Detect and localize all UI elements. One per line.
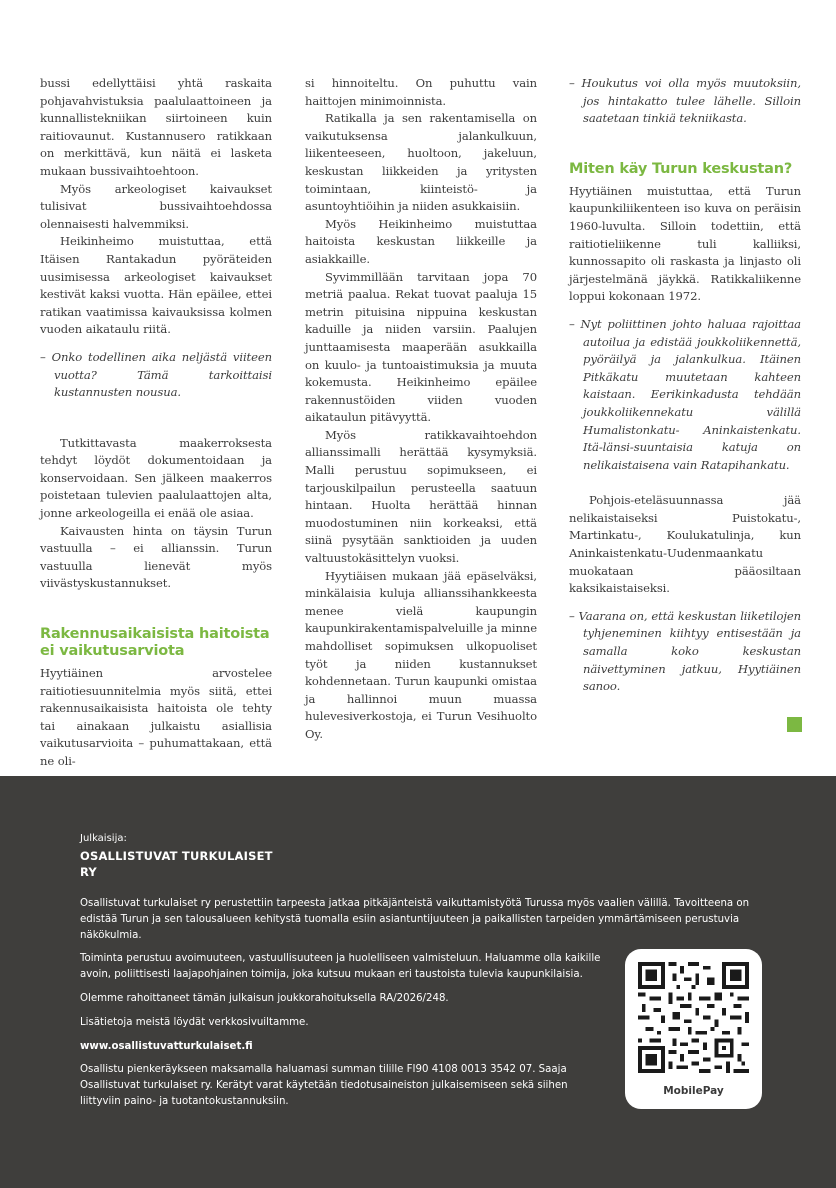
quote: – Vaarana on, että keskustan liiketilojen tyhjeneminen kiihtyy entisestään ja samalla koko keskustan näivettyminen jatkuu, Hyytiäinen sanoo. [569, 608, 801, 694]
paragraph: Myös ratikkavaihtoehdon allianssimalli herättää kysymyksiä. Malli perustuu sopimukseen, ei tarjouskilpailun perusteella saatuun hintaan. Huolta herättää hinnan muodostuminen niin korkeaksi, että siinä pysytään sanktioiden ja uuden valtuustokäsittelyn vuoksi. [305, 427, 537, 566]
paragraph: Hyytiäinen muistuttaa, että Turun kaupunkiliikenteen iso kuva on peräisin 1960-luvulta. Silloin todettiin, että raitiotieliikenne tuli kalliiksi, kunnossapito oli raskasta ja linjasto oli järjestelmänä jäykkä. Ratikkaliikenne loppui kokonaan 1972. [569, 183, 801, 304]
paragraph: Kaivausten hinta on täysin Turun vastuulla – ei allianssin. Turun vastuulla lienevät myös viivästyskustannukset. [40, 523, 272, 591]
paragraph: Hyytiäisen mukaan jää epäselväksi, minkälaisia kuluja allianssihankkeesta menee vielä kaupungin kaupunkirakentamispalveluille ja minne mahdolliset sopimuksen ulkopuoliset työt ja niiden kustannukset kohdennetaan. Turun kaupunki omistaa ja hallinnoi muun muassa hulevesiverkostoja, ei Turun Vesihuolto Oy. [305, 568, 537, 741]
quote: – Houkutus voi olla myös muutoksiin, jos hintakatto tulee lähelle. Silloin saatetaan tinkiä tekniikasta. [569, 76, 801, 126]
paragraph: Pohjois-eteläsuunnassa jää nelikaistaiseksi Puistokatu-, Martinkatu-, Koulukatulinja, kun Aninkaistenkatu-Uudenmaankatu muokataan pääosiltaan kaksikaistaiseksi. [569, 493, 801, 596]
footer-paragraph: Osallistuvat turkulaiset ry perustettiin tarpeesta jatkaa pitkäjänteistä vaikuttamistyötä Turussa myös vaalien välillä. Tavoitteena on edistää Turun ja sen talousalueen kehitystä tuomalla esiin asiantuntijuuteen ja paikallisten tarpeiden ymmärtämiseen perustuvia näkökulmia. [80, 898, 750, 941]
footer-paragraph: Lisätietoja meistä löydät verkkosivuiltamme. [80, 1016, 309, 1028]
spacer [40, 593, 272, 626]
section-heading: Miten käy Turun keskustan? [569, 160, 793, 177]
quote: – Onko todellinen aika neljästä viiteen vuotta? Tämä tarkoittaisi kustannusten nousua. [40, 349, 272, 400]
publisher-name: OSALLISTUVAT TURKULAISET RY [80, 849, 273, 879]
footer-paragraph: Osallistu pienkeräykseen maksamalla haluamasi summan tilille FI90 4108 0013 3542 07. Saaja Osallistuvat turkulaiset ry. Kerätyt varat käytetään tiedotusaineiston julkaisemiseen sekä siihen liittyviin paino- ja tuotantokustannuksiin. [80, 1064, 568, 1107]
mobilepay-qr-card[interactable] [625, 949, 762, 1109]
qr-code-icon [638, 962, 749, 1073]
quote: – Nyt poliittinen johto haluaa rajoittaa autoilua ja edistää joukkoliikennettä, pyöräilyä ja jalankulkua. Itäinen Pitkäkatu muutetaan kahteen kaistaan. Eerikinkadusta tehdään joukkoliikennekatu välillä Humalistonkatu- Aninkaistenkatu. Itä-länsi-suuntaisia katuja on nelikaistaisena vain Ratapihankatu. [569, 316, 801, 472]
paragraph: bussi edellyttäisi yhtä raskaita pohjavahvistuksia paalulaattoineen ja kunnallistekniikan siirtoineen kuin raitiovaunut. Kustannusero ratikkaan on merkittävä, kun näitä ei lasketa mukaan bussivaihtoehtoon. [40, 76, 272, 178]
footer-paragraph: Olemme rahoittaneet tämän julkaisun joukkorahoituksella RA/2026/248. [80, 992, 449, 1004]
website-link[interactable]: www.osallistuvatturkulaiset.fi [80, 1040, 253, 1052]
publisher-footer [0, 776, 836, 1188]
spacer [40, 402, 272, 435]
spacer [569, 128, 801, 161]
article-column-3 [569, 75, 801, 696]
paragraph: si hinnoiteltu. On puhuttu vain haittojen minimoinnista. [305, 76, 537, 108]
section-heading: Rakennusaikaisista haitoista ei vaikutusarviota [40, 626, 270, 660]
footer-paragraph: Toiminta perustuu avoimuuteen, vastuullisuuteen ja huolelliseen valmisteluun. Haluamme olla kaikille avoin, poliittisesti laajapohjainen toimija, joka kutsuu mukaan eri taustoista tulevia kaupunkilaisia. [80, 953, 601, 981]
mobilepay-label: MobilePay [663, 1085, 724, 1097]
paragraph: Myös arkeologiset kaivaukset tulisivat bussivaihtoehdossa olennaisesti halvemmiksi. [40, 181, 272, 231]
end-mark-square [787, 717, 802, 732]
paragraph: Heikinheimo muistuttaa, että Itäisen Rantakadun pyöräteiden uusimisessa arkeologiset kaivaukset kestivät kaksi vuotta. Hän epäilee, ettei ratikan vaatimissa kaivauksissa kolmen vuoden aikataulu riitä. [40, 234, 272, 337]
paragraph: Hyytiäinen arvostelee raitiotiesuunnitelmia myös siitä, ettei rakennusaikaisista haitoista ole tehty tai ainakaan julkaistu asiallisia vaikutusarvioita – puhumattakaan, että ne oli- [40, 666, 272, 768]
paragraph: Syvimmillään tarvitaan jopa 70 metriä paalua. Rekat tuovat paaluja 15 metrin pituisina nippuina keskustan kaduille ja niiden varsiin. Paalujen junttaamisesta maaperään asukkailla on kuulo- ja tuntoaistimuksia ja muuta kokemusta. Heikinheimo epäilee rakennustöiden viiden vuoden aikataulun pitävyyttä. [305, 269, 537, 425]
article-column-1 [40, 75, 272, 771]
publisher-label: Julkaisija: [80, 833, 127, 844]
article-column-2 [305, 75, 537, 744]
paragraph: Tutkittavasta maakerroksesta tehdyt löydöt dokumentoidaan ja konservoidaan. Sen jälkeen maakerros poistetaan tulevien paalulaattojen alta, jonne arkeologeilla ei enää ole asiaa. [40, 435, 272, 521]
paragraph: Ratikalla ja sen rakentamisella on vaikutuksensa jalankulkuun, liikenteeseen, huoltoon, jakeluun, keskustan liikkeiden ja yritysten toimintaan, kiinteistö- ja asuntoyhtiöihin ja niiden asukkaisiin. [305, 111, 537, 214]
paragraph: Myös Heikinheimo muistuttaa haitoista keskustan liikkeille ja asiakkaille. [305, 216, 537, 266]
spacer [569, 474, 801, 492]
